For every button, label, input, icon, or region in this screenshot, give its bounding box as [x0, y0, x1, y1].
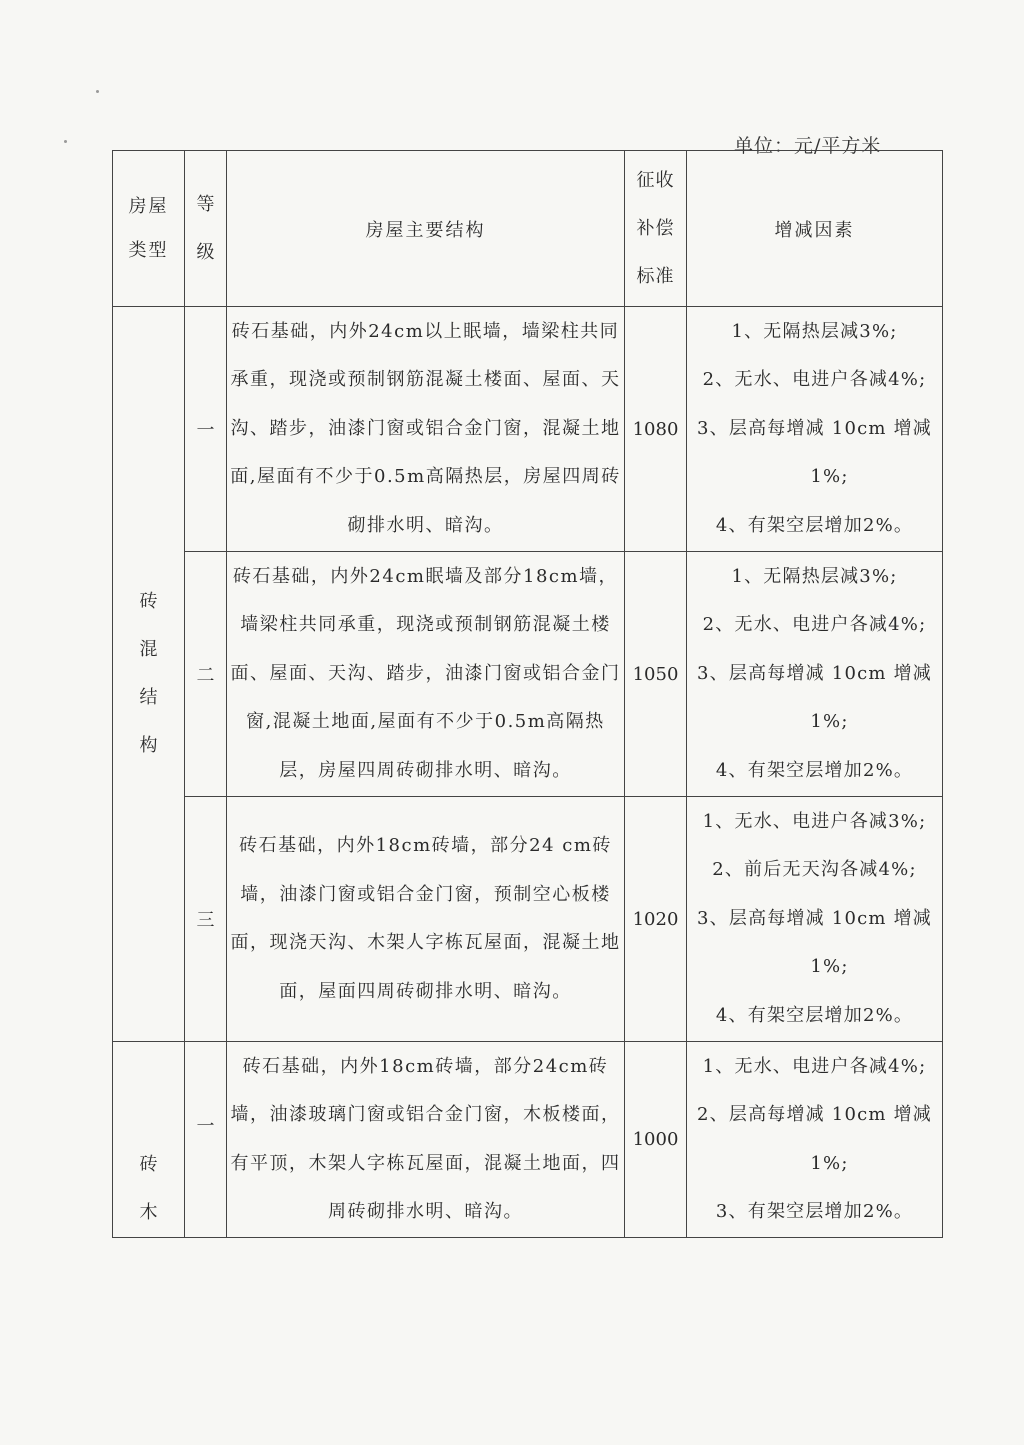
- scan-speck: [96, 90, 99, 93]
- header-level-text: 等级: [196, 193, 215, 263]
- factor-item-continued: 1%;: [810, 711, 849, 733]
- structure-cell: 砖石基础，内外24cm以上眠墙，墙梁柱共同承重，现浇或预制钢筋混凝土楼面、屋面、天沟、踏步，油漆门窗或铝合金门窗，混凝土地面,屋面有不少于0.5m高隔热层，房屋四周砖砌排水明、暗沟。: [227, 307, 625, 552]
- factor-item: 3、层高每增减 10cm 增减: [697, 417, 932, 439]
- level-cell: 三: [185, 797, 227, 1042]
- factor-item: 1、无水、电进户各减3%;: [702, 810, 927, 832]
- header-price: [625, 151, 687, 307]
- header-structure: 房屋主要结构: [227, 151, 625, 307]
- level-cell: 一: [185, 307, 227, 552]
- header-price-text: 征收补偿标准: [636, 169, 675, 287]
- structure-cell: 砖石基础，内外18cm砖墙，部分24cm砖墙，油漆玻璃门窗或铝合金门窗，木板楼面，有平顶，木架人字栋瓦屋面，混凝土地面，四周砖砌排水明、暗沟。: [227, 1042, 625, 1238]
- table-row: [113, 1042, 943, 1238]
- factor-item: 4、有架空层增加2%。: [715, 759, 914, 781]
- factor-item: 3、有架空层增加2%。: [715, 1201, 914, 1222]
- factor-item: 2、无水、电进户各减4%;: [702, 369, 927, 391]
- factor-item: 1、无隔热层减3%;: [731, 565, 898, 587]
- factor-item: 3、层高每增减 10cm 增减: [697, 662, 932, 684]
- price-cell: 1050: [625, 552, 687, 797]
- table-row: [113, 552, 943, 797]
- factor-item: 1、无隔热层减3%;: [731, 320, 898, 342]
- factor-item: 4、有架空层增加2%。: [715, 1004, 914, 1026]
- factor-item: 2、无水、电进户各减4%;: [702, 614, 927, 636]
- type-label: 砖混结构: [139, 591, 158, 756]
- factor-item: 1、无水、电进户各减4%;: [702, 1055, 927, 1077]
- table-header-row: [113, 151, 943, 307]
- factor-item: 4、有架空层增加2%。: [715, 514, 914, 536]
- table-row: [113, 307, 943, 552]
- factor-item-continued: 1%;: [810, 956, 849, 978]
- header-type-text: 房屋类型: [128, 195, 169, 261]
- type-cell: [113, 307, 185, 1042]
- level-cell: 一: [185, 1042, 227, 1238]
- compensation-table: [112, 150, 943, 1238]
- price-cell: 1080: [625, 307, 687, 552]
- type-label: 砖木: [139, 1154, 158, 1223]
- factor-item-continued: 1%;: [810, 1152, 849, 1174]
- factor-item: 3、层高每增减 10cm 增减: [697, 907, 932, 929]
- factor-item-continued: 1%;: [810, 466, 849, 488]
- header-type: [113, 151, 185, 307]
- price-cell: 1020: [625, 797, 687, 1042]
- factor-item: 2、层高每增减 10cm 增减: [697, 1104, 932, 1125]
- structure-cell: 砖石基础，内外24cm眠墙及部分18cm墙，墙梁柱共同承重，现浇或预制钢筋混凝土楼面、屋面、天沟、踏步，油漆门窗或铝合金门窗,混凝土地面,屋面有不少于0.5m高隔热层，房屋四周砖砌排水明、暗沟。: [227, 552, 625, 797]
- factors-cell: [687, 307, 943, 552]
- scan-speck: [64, 140, 67, 143]
- price-cell: 1000: [625, 1042, 687, 1238]
- factors-cell: [687, 1042, 943, 1238]
- factor-item: 2、前后无天沟各减4%;: [712, 859, 917, 881]
- factors-cell: [687, 552, 943, 797]
- structure-cell: 砖石基础，内外18cm砖墙，部分24 cm砖墙，油漆门窗或铝合金门窗，预制空心板楼面，现浇天沟、木架人字栋瓦屋面，混凝土地面，屋面四周砖砌排水明、暗沟。: [227, 797, 625, 1042]
- unit-label: 单位：元/平方米: [734, 135, 882, 157]
- type-cell: [113, 1042, 185, 1238]
- factors-cell: [687, 797, 943, 1042]
- table-row: [113, 797, 943, 1042]
- header-factors: 增减因素: [687, 151, 943, 307]
- header-level: [185, 151, 227, 307]
- level-cell: 二: [185, 552, 227, 797]
